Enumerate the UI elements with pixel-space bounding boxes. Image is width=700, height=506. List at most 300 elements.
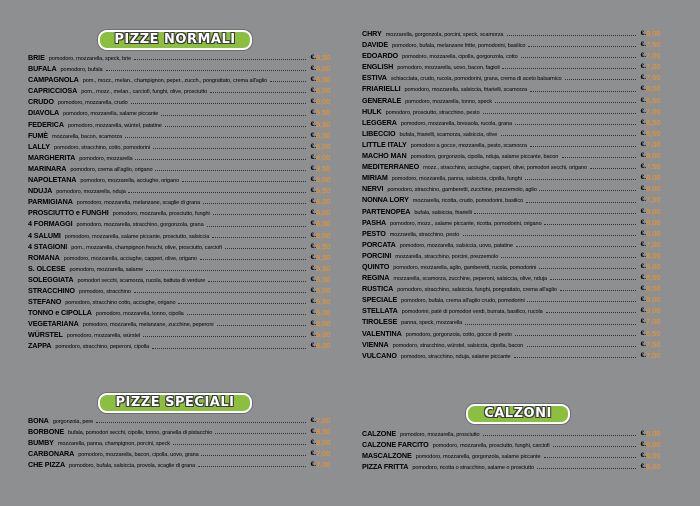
currency-label: €.	[310, 242, 316, 250]
leader-dots	[527, 301, 636, 302]
leader-dots	[210, 92, 306, 93]
currency-label: €.	[640, 307, 646, 315]
currency-label: €.	[310, 286, 316, 294]
menu-item-name: EDOARDO	[362, 51, 399, 61]
currency-label: €.	[640, 85, 646, 93]
menu-item-price: 9,00	[646, 306, 661, 316]
menu-item-name: MEDITERRANEO	[362, 162, 420, 172]
currency-label: €.	[640, 296, 646, 304]
menu-item-price: 9,50	[646, 128, 661, 138]
menu-item	[362, 61, 672, 72]
menu-item	[28, 426, 342, 437]
menu-item-description: pomodoro, bufala, melanzane fritte, pomodorini, basilico	[392, 43, 526, 50]
menu-item-description: bufala, salsiccia, friarielli	[414, 209, 472, 216]
leader-dots	[165, 126, 306, 127]
leader-dots	[546, 312, 636, 313]
leader-dots	[153, 148, 306, 149]
leader-dots	[526, 202, 636, 203]
menu-item	[362, 139, 672, 150]
menu-item	[28, 415, 342, 426]
currency-label: €.	[310, 209, 316, 217]
menu-item-name: PARMIGIANA	[28, 197, 73, 207]
currency-label: €.	[310, 120, 316, 128]
leader-dots	[96, 422, 306, 423]
pizze-speciali-continued-list	[362, 28, 672, 361]
leader-dots	[143, 336, 306, 337]
currency-label: €.	[640, 240, 646, 248]
menu-item-name: PROSCIUTTO e FUNGHI	[28, 208, 109, 218]
menu-item-description: pomodoro, stracchino, nduja, salame piccante	[400, 353, 511, 360]
menu-item-name: BONA	[28, 416, 49, 425]
menu-item-price: 8,00	[646, 184, 661, 194]
menu-item-name: CARBONARA	[28, 449, 75, 459]
menu-item-price: 6,00	[316, 319, 331, 329]
menu-item-description: mozz., stracchino, acciughe, capperi, olive, pomodori secchi, origano	[423, 165, 587, 172]
menu-item-price: 7,00	[646, 350, 661, 360]
currency-label: €.	[310, 65, 316, 73]
menu-item-price: 7,00	[316, 449, 331, 459]
menu-item	[362, 250, 672, 261]
menu-item	[362, 117, 672, 128]
leader-dots	[270, 81, 306, 82]
currency-label: €.	[310, 176, 316, 184]
menu-item-price: 8,50	[646, 117, 661, 127]
menu-item-name: VULCANO	[362, 350, 397, 360]
menu-item-description: pomodoro, mozzarella, crudo	[57, 100, 128, 107]
currency-label: €.	[310, 220, 316, 228]
menu-item-description: pomodoro, stracchino, würstel, salsiccia, cipolla, bacon	[392, 342, 524, 349]
menu-item-price: 6,00	[646, 228, 661, 238]
leader-dots	[215, 433, 306, 434]
menu-item-name: TIROLESE	[362, 317, 398, 327]
menu-item-price: 6,00	[316, 130, 331, 140]
currency-label: €.	[310, 253, 316, 261]
menu-item-price: 5,50	[316, 297, 331, 307]
menu-item-price: 5,50	[316, 53, 331, 62]
currency-label: €.	[310, 342, 316, 350]
menu-item-name: MARINARA	[28, 163, 67, 173]
menu-item-description: pomodoro, mozzarella, bresaola, rucola, grana	[400, 120, 513, 127]
currency-label: €.	[310, 187, 316, 195]
menu-item-description: pomodoro, stracchino, peperoni, cipolla	[55, 344, 150, 351]
menu-item-price: 7,50	[646, 40, 661, 50]
menu-item	[362, 95, 672, 106]
currency-label: €.	[310, 439, 316, 447]
menu-item	[362, 239, 672, 250]
menu-item	[28, 141, 342, 152]
menu-item	[28, 218, 342, 229]
menu-item-description: pom., mozz., melan., champignon, peper., zucch., pongrattato, crema all'aglio	[82, 78, 268, 85]
menu-item-description: pomodoro, mozzarella, aglio, gamberetti, rucola, pomodorini	[393, 264, 537, 271]
menu-item-description: pom., mozzarella, champignon freschi, olive, prosciutto, carciofi	[71, 244, 222, 251]
menu-item	[362, 72, 672, 83]
currency-label: €.	[310, 131, 316, 139]
leader-dots	[516, 246, 636, 247]
currency-label: €.	[640, 229, 646, 237]
menu-item	[28, 448, 342, 459]
leader-dots	[525, 179, 636, 180]
currency-label: €.	[310, 450, 316, 458]
menu-item	[28, 437, 342, 448]
menu-item-name: CHE PIZZA	[28, 460, 66, 470]
menu-item-description: pomodoro, mozzarella, salame piccante, prosciutto, salsiccia	[64, 233, 210, 240]
currency-label: €.	[310, 109, 316, 117]
menu-item	[362, 316, 672, 327]
menu-item-price: 8,00	[646, 151, 661, 161]
menu-item-description: bufala, friarielli, scamorza, salsiccia, olive	[399, 131, 498, 138]
menu-item	[28, 459, 342, 470]
leader-dots	[146, 270, 306, 271]
menu-item-price: 9,00	[646, 261, 661, 271]
leader-dots	[590, 168, 636, 169]
leader-dots	[539, 190, 636, 191]
currency-label: €.	[640, 118, 646, 126]
menu-item-name: FEDERICA	[28, 119, 64, 129]
leader-dots	[527, 346, 636, 347]
menu-item-price: 6,00	[646, 462, 661, 472]
menu-item	[28, 52, 342, 63]
leader-dots	[125, 137, 306, 138]
menu-item-name: CHRY	[362, 29, 382, 38]
menu-item-name: MASCALZONE	[362, 451, 412, 461]
menu-item-description: schiacciata, crudo, rucola, pomodorini, grana, crema di aceto balsamico	[390, 76, 562, 83]
leader-dots	[201, 455, 306, 456]
menu-item	[28, 96, 342, 107]
currency-label: €.	[640, 107, 646, 115]
menu-item-price: 8,00	[646, 284, 661, 294]
menu-item-description: pomodoro, mozz., salame piccante, ricotta, pomodorini, origano	[390, 220, 542, 227]
menu-item	[362, 294, 672, 305]
menu-item-description: pomodoro, gorgonzola, cipolla, nduja, salame piccante, bacon	[410, 154, 559, 161]
menu-item-name: NAPOLETANA	[28, 175, 77, 185]
menu-item-description: pomodoro, mozzarella, uovo, bacon, fagioli	[397, 65, 500, 72]
menu-item	[28, 107, 342, 118]
menu-item-name: STRACCHINO	[28, 285, 75, 295]
menu-item-name: 4 STAGIONI	[28, 241, 68, 251]
menu-item	[28, 185, 342, 196]
menu-item-description: pomodoro, mozzarella, panna, salsiccia, cipolla, funghi	[391, 176, 522, 183]
currency-label: €.	[640, 74, 646, 82]
leader-dots	[495, 102, 636, 103]
menu-item-description: pomodoro, mozzarella, stracchino, gorgonzola, grana	[76, 222, 204, 229]
menu-item-description: mozzarella, bacon, scamorza	[51, 133, 123, 140]
menu-item	[362, 50, 672, 61]
menu-item-name: FUMÈ	[28, 130, 48, 140]
menu-item-description: pomodoro, stracchino, salsiccia, funghi, pongrattato, crema all'aglio	[397, 287, 557, 294]
menu-item	[362, 28, 672, 39]
menu-item-price: 7,50	[646, 195, 661, 205]
menu-item	[362, 206, 672, 217]
leader-dots	[528, 46, 636, 47]
menu-item-price: 5,00	[316, 330, 331, 340]
menu-item-price: 6,00	[316, 64, 331, 74]
menu-item-name: PARTENOPEA	[362, 206, 411, 216]
menu-item	[28, 130, 342, 141]
leader-dots	[187, 314, 306, 315]
leader-dots	[544, 457, 636, 458]
menu-item-name: 4 FORMAGGI	[28, 219, 73, 229]
menu-item-description: pom., mozz., melan., carciofi, funghi, olive, prosciutto	[81, 89, 208, 96]
currency-label: €.	[310, 298, 316, 306]
menu-item-name: PESTO	[362, 228, 386, 238]
menu-item-price: 5,00	[646, 429, 661, 438]
menu-item-description: pomodoro, mozzarella, gorgonzola, salame piccante	[415, 454, 541, 461]
menu-item-price: 7,00	[316, 460, 331, 470]
menu-item-price: 5,50	[316, 119, 331, 129]
menu-item-description: pomodoro a gocce, mozzarella, pesto, scamorza	[410, 142, 527, 149]
currency-label: €.	[640, 163, 646, 171]
currency-label: €.	[640, 196, 646, 204]
menu-item-description: pomodoro, mozzarella, cipolla, gorgonzola, cotto	[402, 54, 518, 61]
pizze-speciali-banner: PIZZE SPECIALI	[98, 393, 252, 413]
menu-item-name: FRIARIELLI	[362, 84, 401, 94]
menu-item-description: pomodoro, mozzarella, salsiccia, uovo, patatine	[399, 242, 513, 249]
menu-item-name: LEGGERA	[362, 117, 397, 127]
menu-item-price: 8,00	[316, 438, 331, 448]
menu-item-price: 8,00	[646, 173, 661, 183]
leader-dots	[553, 446, 636, 447]
menu-item-price: 6,00	[316, 208, 331, 218]
currency-label: €.	[310, 461, 316, 469]
leader-dots	[198, 466, 306, 467]
leader-dots	[463, 235, 636, 236]
currency-label: €.	[640, 96, 646, 104]
leader-dots	[217, 325, 306, 326]
currency-label: €.	[310, 98, 316, 106]
menu-item	[362, 128, 672, 139]
leader-dots	[560, 290, 636, 291]
menu-item-name: NONNA LORY	[362, 195, 409, 205]
leader-dots	[501, 135, 636, 136]
menu-item-price: 6,00	[316, 274, 331, 284]
leader-dots	[200, 259, 306, 260]
menu-item-description: pomodoro, stracchino, gamberetti, zucchine, prezzemolo, aglio	[387, 187, 537, 194]
currency-label: €.	[310, 76, 316, 84]
menu-item-name: NDUJA	[28, 186, 53, 196]
menu-item	[362, 194, 672, 205]
currency-label: €.	[640, 207, 646, 215]
currency-label: €.	[640, 318, 646, 326]
menu-item	[362, 439, 672, 450]
menu-item-price: 6,00	[316, 219, 331, 229]
menu-item-description: pomodoro, mozzarella, melanzane, zucchine, peperoni	[82, 322, 214, 329]
menu-item-price: 5,50	[316, 252, 331, 262]
menu-item-description: mozzarella, stracchino, pesto	[389, 231, 460, 238]
menu-item-price: 6,00	[316, 230, 331, 240]
menu-item-price: 7,00	[646, 51, 661, 61]
menu-item-name: LITTLE ITALY	[362, 139, 407, 149]
menu-item-price: 7,50	[646, 339, 661, 349]
currency-label: €.	[640, 340, 646, 348]
currency-label: €.	[640, 30, 646, 37]
menu-item-description: pomodoro, mozzarella, salsiccia, friarielli, scamorza	[404, 87, 527, 94]
menu-item-price: 7,00	[646, 106, 661, 116]
menu-item-price: 8,50	[316, 427, 331, 437]
leader-dots	[155, 170, 306, 171]
currency-label: €.	[310, 331, 316, 339]
leader-dots	[502, 68, 636, 69]
menu-item-name: MARGHERITA	[28, 152, 76, 162]
menu-item-name: ENGLISH	[362, 62, 394, 72]
menu-item	[362, 261, 672, 272]
calzoni-banner: CALZONI	[466, 404, 570, 424]
menu-item-price: 6,00	[316, 308, 331, 318]
menu-item-description: pomodoro, stracchino, cotto, pomodorini	[54, 144, 150, 151]
leader-dots	[474, 213, 636, 214]
menu-item	[28, 119, 342, 130]
menu-item-price: 5,50	[316, 186, 331, 196]
menu-item-description: pomodoro, gorgonzola, cotto, gocce di pesto	[405, 331, 512, 338]
pizze-normali-banner: PIZZE NORMALI	[98, 30, 252, 50]
leader-dots	[514, 357, 636, 358]
menu-item-name: VIENNA	[362, 339, 389, 349]
menu-item-price: 5,50	[316, 263, 331, 273]
calzoni-list	[362, 428, 672, 472]
leader-dots	[521, 57, 636, 58]
currency-label: €.	[310, 264, 316, 272]
menu-item-name: CAPRICCIOSA	[28, 86, 78, 96]
menu-item-name: 4 SALUMI	[28, 230, 61, 240]
menu-item-name: MACHO MAN	[362, 151, 407, 161]
menu-item-name: CALZONE	[362, 429, 397, 438]
menu-item	[28, 207, 342, 218]
currency-label: €.	[640, 185, 646, 193]
menu-item	[28, 241, 342, 252]
menu-item	[28, 85, 342, 96]
menu-item	[28, 329, 342, 340]
menu-item-description: pomodoro, mozzarella, speck, brie	[48, 56, 131, 62]
leader-dots	[135, 159, 306, 160]
menu-item-description: pomodoro, prosciutto, stracchino, pesto	[385, 109, 480, 116]
menu-item	[362, 161, 672, 172]
currency-label: €.	[640, 41, 646, 49]
currency-label: €.	[640, 441, 646, 449]
menu-item-name: BUFALA	[28, 64, 57, 74]
menu-item-name: BRIE	[28, 53, 45, 62]
currency-label: €.	[640, 430, 646, 437]
leader-dots	[544, 224, 636, 225]
menu-item	[28, 340, 342, 351]
leader-dots	[134, 59, 306, 60]
currency-label: €.	[310, 320, 316, 328]
menu-item-description: pomodoro, mozzarella, salame piccante	[63, 111, 159, 118]
menu-item-price: 6,00	[646, 451, 661, 461]
menu-item	[28, 296, 342, 307]
leader-dots	[483, 113, 636, 114]
currency-label: €.	[640, 129, 646, 137]
menu-item-name: ESTIVA	[362, 73, 387, 83]
leader-dots	[225, 248, 306, 249]
menu-item	[28, 307, 342, 318]
currency-label: €.	[310, 309, 316, 317]
currency-label: €.	[310, 142, 316, 150]
menu-item-name: RUSTICA	[362, 284, 394, 294]
menu-item-price: 9,00	[646, 29, 661, 38]
menu-item	[28, 318, 342, 329]
menu-item-name: LALLY	[28, 141, 50, 151]
menu-item-description: pomodoro, stracchino cotto, acciughe, origano	[65, 300, 176, 307]
menu-item-name: LIBECCIO	[362, 128, 396, 138]
currency-label: €.	[310, 164, 316, 172]
menu-item-name: DAVIDE	[362, 40, 389, 50]
menu-item	[362, 39, 672, 50]
currency-label: €.	[640, 463, 646, 471]
menu-item-description: pomodoro, mozzarella, prosciutto, funghi, carciofi	[432, 443, 550, 450]
leader-dots	[208, 281, 306, 282]
menu-item-price: 7,00	[646, 239, 661, 249]
menu-item-description: pomodoro, mozzarella, melanzane, scaglie di grana	[76, 200, 201, 207]
leader-dots	[203, 203, 306, 204]
menu-item	[362, 283, 672, 294]
menu-item-price: 6,00	[316, 97, 331, 107]
leader-dots	[537, 468, 636, 469]
menu-item-name: ROMANA	[28, 252, 60, 262]
menu-item-price: 9,00	[646, 295, 661, 305]
menu-item	[28, 274, 342, 285]
currency-label: €.	[640, 452, 646, 460]
currency-label: €.	[640, 351, 646, 359]
currency-label: €.	[310, 428, 316, 436]
currency-label: €.	[310, 417, 316, 424]
leader-dots	[515, 124, 636, 125]
menu-item-name: DIAVOLA	[28, 108, 60, 118]
menu-item-description: pomodoro, crema all'aglio, origano	[70, 166, 153, 173]
menu-item	[28, 285, 342, 296]
menu-item-price: 6,50	[316, 241, 331, 251]
menu-item-price: 8,00	[646, 84, 661, 94]
pizze-normali-list	[28, 52, 342, 352]
menu-item-description: pomodoro, mozzarella, wüntel, patatine	[67, 122, 162, 129]
leader-dots	[212, 237, 306, 238]
menu-item-name: HULK	[362, 106, 382, 116]
menu-item-description: pomodoro, mozzarella, salame	[69, 266, 144, 273]
currency-label: €.	[310, 231, 316, 239]
menu-item-description: pomodoro, mozzarella, bacon, cipolla, uovo, grana	[78, 452, 199, 459]
menu-item	[362, 183, 672, 194]
menu-item	[362, 217, 672, 228]
menu-item	[28, 252, 342, 263]
menu-item-description: bufala, pomodori secchi, cipolle, tonno, granella di pistacchio	[68, 430, 213, 437]
menu-item-name: VEGETARIANA	[28, 319, 79, 329]
currency-label: €.	[640, 274, 646, 282]
menu-item-price: 4,00	[316, 152, 331, 162]
menu-item-description: pomodoro, mozzarella, würstel	[66, 333, 141, 340]
menu-item-description: mozzarella, ricotta, crudo, pomodorini, basilico	[412, 198, 524, 205]
menu-item-name: PIZZA FRITTA	[362, 462, 409, 472]
menu-item-price: 7,00	[646, 317, 661, 327]
menu-item-description: pomodoro, mozzarella, tonno, cipolla	[95, 311, 184, 318]
menu-item	[362, 450, 672, 461]
currency-label: €.	[640, 285, 646, 293]
menu-item	[362, 106, 672, 117]
currency-label: €.	[640, 63, 646, 71]
menu-item-price: 6,00	[316, 86, 331, 96]
currency-label: €.	[640, 174, 646, 182]
menu-item-description: pomodoro, mozzarella, prosciutto	[400, 432, 480, 438]
currency-label: €.	[640, 329, 646, 337]
currency-label: €.	[640, 262, 646, 270]
menu-item-description: pomodoro, mozzarella, nduja	[56, 189, 126, 196]
menu-item	[28, 196, 342, 207]
leader-dots	[562, 157, 636, 158]
leader-dots	[530, 91, 636, 92]
leader-dots	[106, 70, 306, 71]
leader-dots	[182, 181, 306, 182]
leader-dots	[507, 35, 636, 36]
menu-item-description: pomodoro, bufala, salsiccia, provola, scaglie di grana	[69, 463, 196, 470]
menu-item	[362, 228, 672, 239]
menu-item-description: pomodoro, mozzarella, acciughe, capperi, olive, origano	[63, 255, 197, 262]
